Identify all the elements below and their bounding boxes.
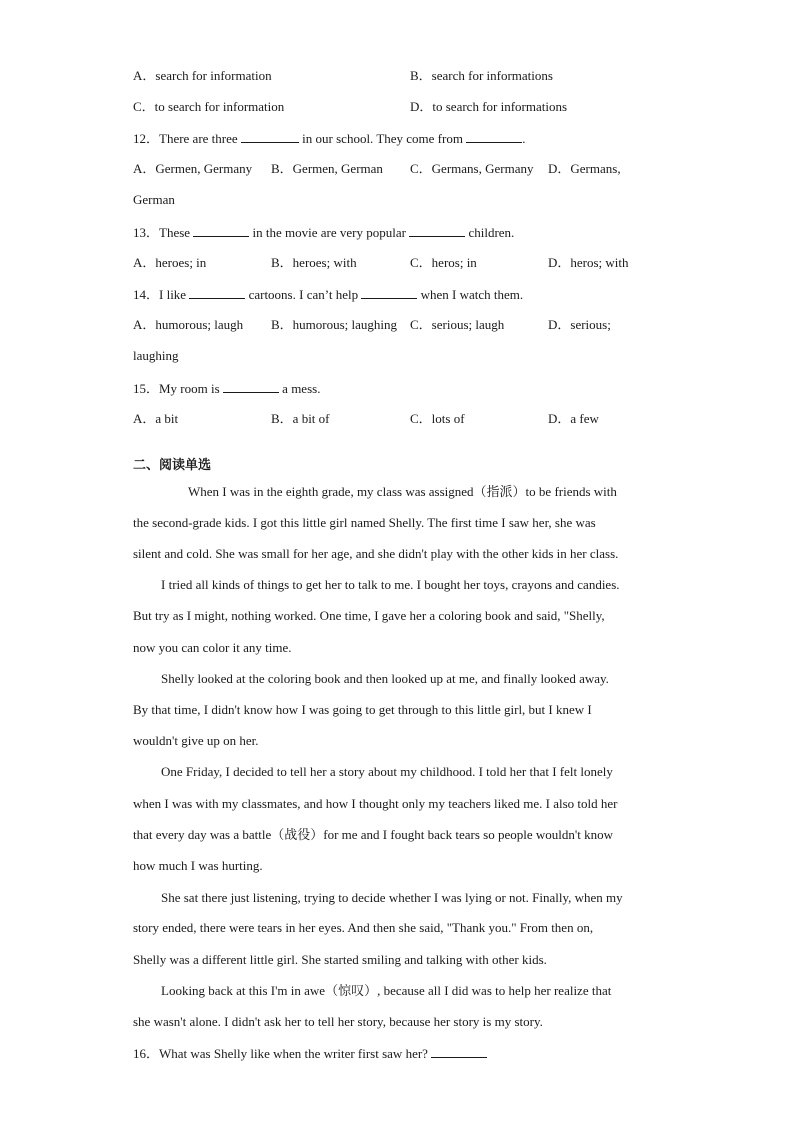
q13-stem-part-c: children. xyxy=(468,225,515,240)
q15-option-b: B．a bit of xyxy=(271,411,330,426)
passage-line: Looking back at this I'm in awe（惊叹）, because all I did was to help her realize that xyxy=(161,983,612,998)
passage-line: how much I was hurting. xyxy=(133,858,263,873)
passage-line: that every day was a battle（战役）for me and I fought back tears so people wouldn't know xyxy=(133,827,613,842)
q16-stem xyxy=(133,1045,487,1062)
q14-stem-part-a: 14．I like xyxy=(133,287,187,302)
q13-option-c: C．heros; in xyxy=(410,255,477,270)
q11-option-b: B．search for informations xyxy=(410,68,553,83)
q12-stem xyxy=(133,130,525,147)
section-heading-reading: 二、阅读单选 xyxy=(133,458,212,473)
q11-option-d: D．to search for informations xyxy=(410,99,568,114)
q13-stem-part-b: in the movie are very popular xyxy=(252,225,406,240)
q13-option-b: B．heroes; with xyxy=(271,255,357,270)
passage-line: now you can color it any time. xyxy=(133,640,292,655)
q13-stem xyxy=(133,224,514,241)
q14-stem-part-c: when I watch them. xyxy=(420,287,524,302)
passage-line: I tried all kinds of things to get her to talk to me. I bought her toys, crayons and candies. xyxy=(161,577,620,592)
q14-stem-part-b: cartoons. I can’t help xyxy=(248,287,359,302)
q15-stem-part-a: 15．My room is xyxy=(133,381,220,396)
q14-option-b: B．humorous; laughing xyxy=(271,317,398,332)
q14-stem xyxy=(133,286,523,303)
q13-blank-1 xyxy=(193,224,249,237)
q15-blank-1 xyxy=(223,380,279,393)
passage-line: story ended, there were tears in her eyes. And then she said, "Thank you." From then on, xyxy=(133,920,594,935)
q14-option-d: D．serious; xyxy=(548,317,611,332)
q12-option-b: B．Germen, German xyxy=(271,161,383,176)
q15-stem-part-b: a mess. xyxy=(282,381,321,396)
q11-option-a: A．search for information xyxy=(133,68,272,83)
q12-blank-2 xyxy=(466,130,522,143)
passage-line: Shelly was a different little girl. She started smiling and talking with other kids. xyxy=(133,952,547,967)
passage-line: she wasn't alone. I didn't ask her to tell her story, because her story is my story. xyxy=(133,1014,543,1029)
q13-option-d: D．heros; with xyxy=(548,255,629,270)
passage-line: wouldn't give up on her. xyxy=(133,733,259,748)
q16-blank xyxy=(431,1045,487,1058)
q12-stem-part-b: in our school. They come from xyxy=(302,131,463,146)
q12-stem-part-c: . xyxy=(522,131,526,146)
q13-blank-2 xyxy=(409,224,465,237)
q14-option-c: C．serious; laugh xyxy=(410,317,505,332)
q12-option-d: D．Germans, xyxy=(548,161,621,176)
q16-stem-text: 16．What was Shelly like when the writer first saw her? xyxy=(133,1046,428,1061)
q12-option-d-wrap: German xyxy=(133,192,175,207)
q12-stem-part-a: 12．There are three xyxy=(133,131,238,146)
q15-option-d: D．a few xyxy=(548,411,599,426)
q12-option-c: C．Germans, Germany xyxy=(410,161,534,176)
q12-option-a: A．Germen, Germany xyxy=(133,161,253,176)
passage-line: When I was in the eighth grade, my class was assigned（指派）to be friends with xyxy=(188,484,617,499)
q14-option-d-wrap: laughing xyxy=(133,348,179,363)
passage-line: Shelly looked at the coloring book and then looked up at me, and finally looked away. xyxy=(161,671,609,686)
passage-line: But try as I might, nothing worked. One time, I gave her a coloring book and said, "Shelly, xyxy=(133,608,605,623)
q11-option-c: C．to search for information xyxy=(133,99,285,114)
q13-option-a: A．heroes; in xyxy=(133,255,207,270)
q12-blank-1 xyxy=(241,130,299,143)
q15-option-a: A．a bit xyxy=(133,411,179,426)
passage-line: She sat there just listening, trying to decide whether I was lying or not. Finally, when my xyxy=(161,890,623,905)
q15-option-c: C．lots of xyxy=(410,411,465,426)
passage-line: when I was with my classmates, and how I thought only my teachers liked me. I also told her xyxy=(133,796,618,811)
passage-line: silent and cold. She was small for her age, and she didn't play with the other kids in her class. xyxy=(133,546,619,561)
passage-line: One Friday, I decided to tell her a story about my childhood. I told her that I felt lonely xyxy=(161,764,613,779)
q14-blank-1 xyxy=(189,286,245,299)
passage-line: By that time, I didn't know how I was going to get through to this little girl, but I knew I xyxy=(133,702,592,717)
q14-option-a: A．humorous; laugh xyxy=(133,317,244,332)
passage-line: the second-grade kids. I got this little girl named Shelly. The first time I saw her, she was xyxy=(133,515,596,530)
q15-stem xyxy=(133,380,320,397)
q13-stem-part-a: 13．These xyxy=(133,225,191,240)
q14-blank-2 xyxy=(361,286,417,299)
